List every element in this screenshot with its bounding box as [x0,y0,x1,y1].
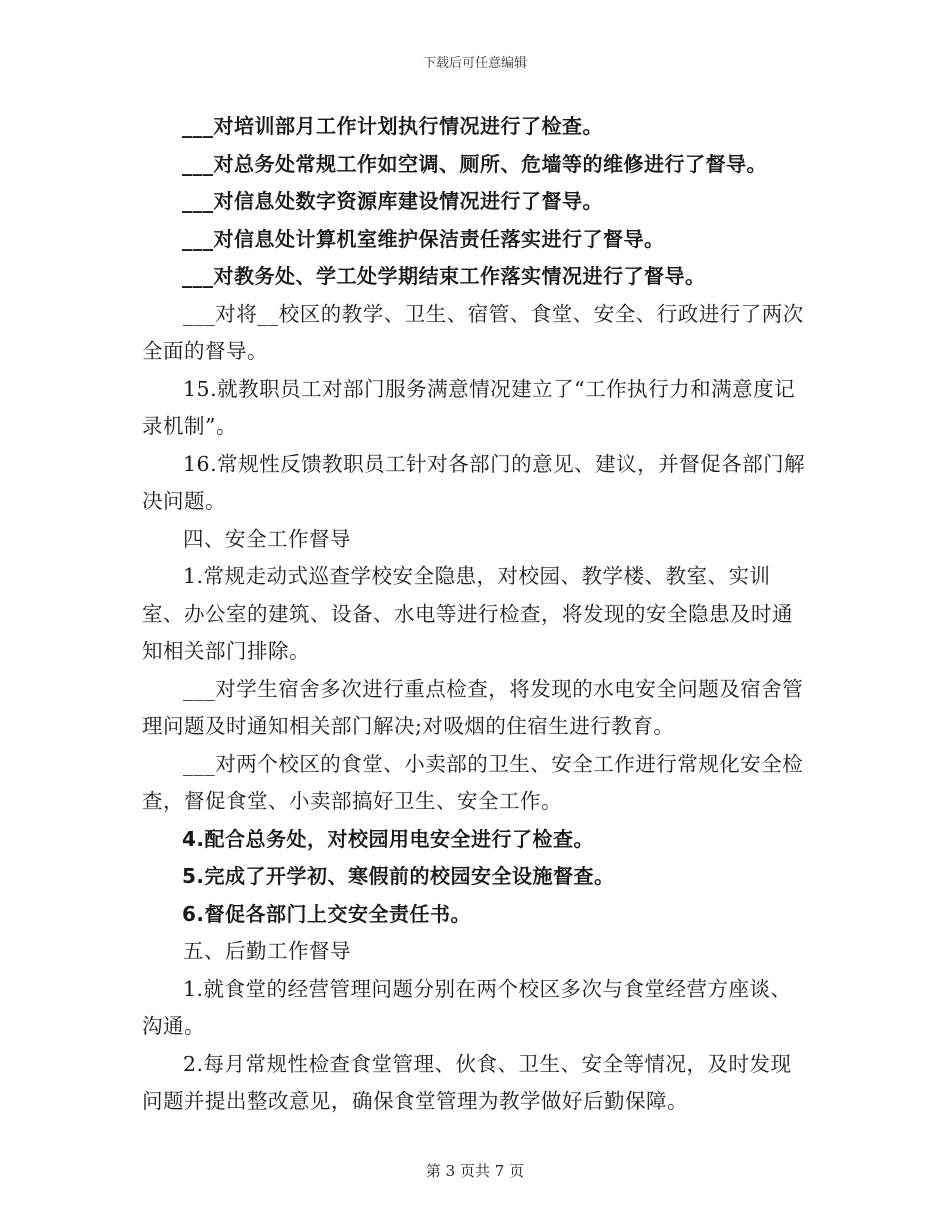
paragraph: 4.配合总务处，对校园用电安全进行了检查。 [182,826,595,851]
paragraph: ___对信息处计算机室维护保洁责任落实进行了督导。 [182,226,665,251]
paragraph: 15.就教职员工对部门服务满意情况建立了“工作执行力和满意度记录机制”。 [142,376,796,438]
paragraph: 16.常规性反馈教职员工针对各部门的意见、建议，并督促各部门解决问题。 [142,451,806,513]
paragraph: ___对两个校区的食堂、小卖部的卫生、安全工作进行常规化安全检查，督促食堂、小卖部搞好卫生、安全工作。 [142,751,804,813]
paragraph: ___对教务处、学工处学期结束工作落实情况进行了督导。 [182,264,706,288]
paragraph: 1.就食堂的经营管理问题分别在两个校区多次与食堂经营方座谈、沟通。 [142,976,792,1038]
paragraph: ___对总务处常规工作如空调、厕所、危墙等的维修进行了督导。 [182,151,767,176]
paragraph: 5.完成了开学初、寒假前的校园安全设施督查。 [182,864,615,888]
paragraph: 6.督促各部门上交安全责任书。 [182,901,472,926]
paragraph: ___对培训部月工作计划执行情况进行了检查。 [182,114,603,138]
paragraph: ___对将__校区的教学、卫生、宿管、食堂、安全、行政进行了两次全面的督导。 [142,301,804,363]
paragraph: 2.每月常规性检查食堂管理、伙食、卫生、安全等情况，及时发现问题并提出整改意见，确保食堂管理为教学做好后勤保障。 [142,1051,792,1113]
paragraph: ___对学生宿舍多次进行重点检查，将发现的水电安全问题及宿舍管理问题及时通知相关部门解决;对吸烟的住宿生进行教育。 [142,676,804,738]
paragraph: ___对信息处数字资源库建设情况进行了督导。 [182,189,603,213]
page-header: 下载后可任意编辑 [422,56,527,71]
section-heading: 五、后勤工作督导 [183,939,351,963]
page-footer: 第 3 页共 7 页 [425,1162,525,1180]
document-body [142,108,807,1121]
section-heading: 四、安全工作督导 [183,526,351,551]
paragraph: 1.常规走动式巡查学校安全隐患，对校园、教学楼、教室、实训室、办公室的建筑、设备、水电等进行检查，将发现的安全隐患及时通知相关部门排除。 [142,564,793,663]
